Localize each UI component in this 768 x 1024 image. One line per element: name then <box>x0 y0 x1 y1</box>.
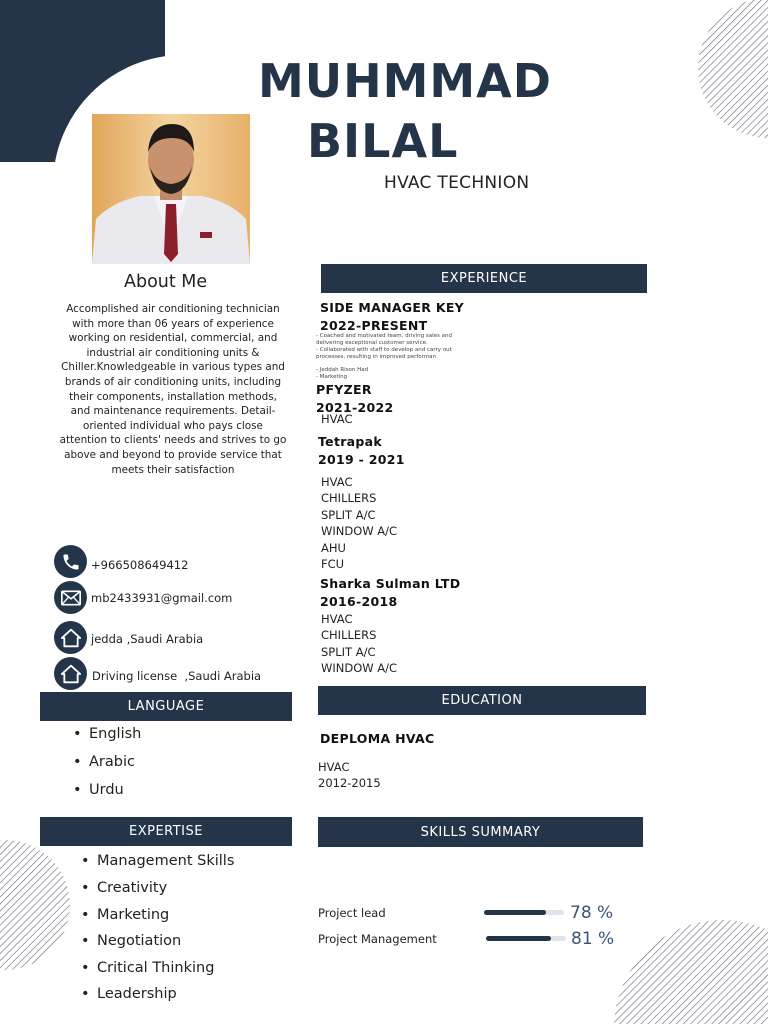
education-degree: DEPLOMA HVAC <box>320 731 435 746</box>
job-line: WINDOW A/C <box>321 524 398 538</box>
contact-email: mb2433931@gmail.com <box>91 591 233 605</box>
job-detail: - Jeddah Rison Had <box>316 367 369 373</box>
job-company: SIDE MANAGER KEY <box>320 300 465 315</box>
hatched-circle-bottom-right <box>612 918 768 1024</box>
mail-icon <box>54 581 87 614</box>
job-period: 2021-2022 <box>316 400 394 415</box>
skill-bar-fill <box>486 936 551 941</box>
hatched-circle-top-right <box>690 0 768 140</box>
skill-label: Project Management <box>318 932 437 946</box>
job-line: WINDOW A/C <box>321 661 398 675</box>
job-detail: - Collaborated with staff to develop and carry out processes, resulting in improved performan <box>316 347 452 360</box>
job-line: FCU <box>321 557 345 571</box>
job-company: PFYZER <box>316 382 372 397</box>
job-line: SPLIT A/C <box>321 645 376 659</box>
job-line: SPLIT A/C <box>321 508 376 522</box>
job-detail: - Marketing <box>316 374 348 380</box>
home-icon <box>54 621 87 654</box>
expertise-heading: EXPERTISE <box>40 817 292 846</box>
skill-bar <box>484 910 564 915</box>
profile-photo <box>92 114 250 264</box>
language-item: • Arabic <box>89 754 135 770</box>
home-icon <box>54 657 87 690</box>
expertise-item: • Marketing <box>97 907 169 923</box>
last-name: BILAL <box>307 114 459 168</box>
job-line: CHILLERS <box>321 628 377 642</box>
skill-percent: 78 % <box>570 903 614 923</box>
job-period: 2022-PRESENT <box>320 318 428 333</box>
about-text: Accomplished air conditioning technician with more than 06 years of experience working on residential, commercial, and industrial air conditioning units & Chiller.Knowledgeable in various types and brands of air conditioning units, including their components, installation methods, and maintenance requirements. Detail-oriented individual who pays close attention to clients' needs and strives to go above and beyond to provide service that meets their satisfaction <box>59 303 287 476</box>
job-line: HVAC <box>321 612 353 626</box>
contact-license: Driving license ,Saudi Arabia <box>92 669 262 683</box>
job-detail: - Coached and motivated team, driving sales and delivering exceptional customer service. <box>316 333 453 346</box>
expertise-item: • Creativity <box>97 880 167 896</box>
skill-bar-fill <box>484 910 546 915</box>
experience-heading: EXPERIENCE <box>321 264 647 293</box>
expertise-item: • Leadership <box>97 986 177 1002</box>
skill-percent: 81 % <box>571 929 615 949</box>
first-name: MUHMMAD <box>258 54 552 108</box>
job-company: Sharka Sulman LTD <box>320 576 461 591</box>
language-item: • English <box>89 726 141 742</box>
hatched-circle-bottom-left <box>0 840 75 970</box>
about-heading: About Me <box>124 272 208 292</box>
job-period: 2016-2018 <box>320 594 398 609</box>
expertise-item: • Management Skills <box>97 853 234 869</box>
language-heading: LANGUAGE <box>40 692 292 721</box>
education-years: 2012-2015 <box>318 776 381 790</box>
job-title: HVAC TECHNION <box>384 173 530 193</box>
education-field: HVAC <box>318 760 350 774</box>
contact-phone: +966508649412 <box>91 558 189 572</box>
job-line: HVAC <box>321 412 353 426</box>
education-heading: EDUCATION <box>318 686 646 715</box>
expertise-item: • Negotiation <box>97 933 181 949</box>
contact-address: jedda ,Saudi Arabia <box>91 632 204 646</box>
job-company: Tetrapak <box>318 434 383 449</box>
language-item: • Urdu <box>89 782 124 798</box>
skill-bar <box>486 936 566 941</box>
job-line: CHILLERS <box>321 491 377 505</box>
skill-label: Project lead <box>318 906 386 920</box>
job-line: HVAC <box>321 475 353 489</box>
phone-icon <box>54 545 87 578</box>
skills-heading: SKILLS SUMMARY <box>318 817 643 847</box>
job-period: 2019 - 2021 <box>318 452 405 467</box>
expertise-item: • Critical Thinking <box>97 960 214 976</box>
job-line: AHU <box>321 541 346 555</box>
